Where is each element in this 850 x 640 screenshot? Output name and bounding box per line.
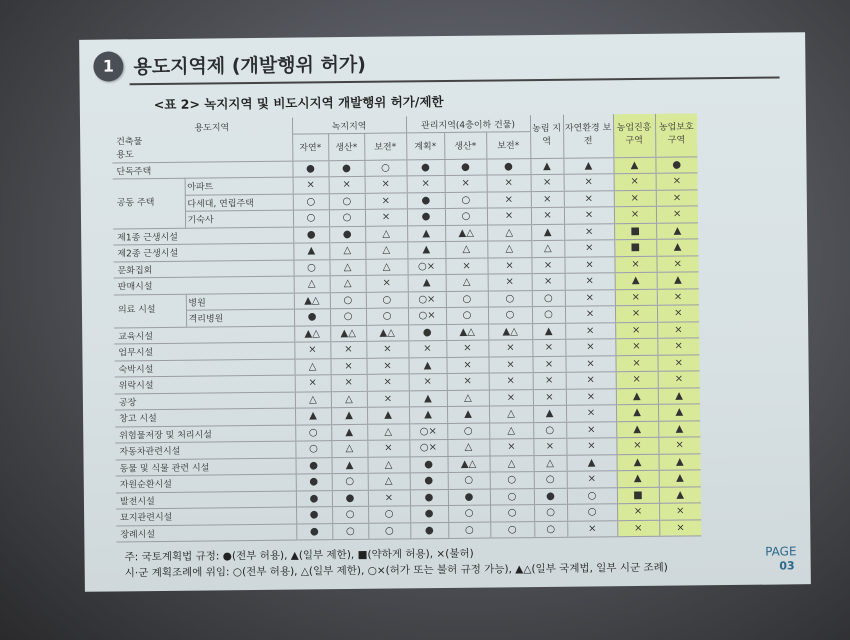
permit-symbol-cell: ▲ [616, 454, 658, 471]
permit-symbol-cell: ▲ [658, 420, 700, 437]
header-green-zone: 녹지지역 [292, 116, 406, 134]
permit-symbol-cell: × [656, 173, 698, 190]
permit-symbol-cell: × [366, 275, 408, 292]
permit-symbol-cell: × [617, 520, 659, 537]
permit-symbol-cell: × [368, 489, 410, 506]
permit-symbol-cell: △ [329, 259, 365, 276]
header-sub-production-mgmt: 생산* [444, 132, 486, 159]
permit-symbol-cell: × [657, 338, 699, 355]
permit-symbol-cell: △ [445, 241, 487, 258]
permit-symbol-cell: × [659, 503, 701, 520]
permit-symbol-cell: ▲△ [488, 323, 532, 340]
permit-symbol-cell: ▲ [407, 241, 445, 258]
permit-symbol-cell: ▲ [295, 408, 331, 425]
slide-title: 용도지역제 (개발행위 허가) [133, 53, 367, 79]
permit-symbol-cell: ○ [293, 193, 329, 210]
permit-symbol-cell: ● [328, 160, 364, 177]
permit-symbol-cell: × [614, 206, 656, 223]
permit-symbol-cell: × [614, 190, 656, 207]
permit-symbol-cell: × [656, 189, 698, 206]
permit-symbol-cell: × [531, 257, 564, 274]
permit-symbol-cell: × [657, 288, 699, 305]
permit-symbol-cell: ● [407, 208, 445, 225]
permit-symbol-cell: × [565, 306, 615, 323]
permit-symbol-cell: △ [487, 241, 531, 258]
permit-symbol-cell: ○ [332, 473, 368, 490]
permit-symbol-cell: × [367, 374, 409, 391]
permit-symbol-cell: ○ [534, 471, 567, 488]
permit-symbol-cell: × [532, 356, 565, 373]
permit-symbol-cell: ● [329, 226, 365, 243]
permit-symbol-cell: ○ [329, 209, 365, 226]
header-building-label: 건축물 [116, 136, 143, 147]
permit-symbol-cell: × [367, 390, 409, 407]
row-group-label: 공동 주택 [113, 178, 186, 228]
permit-symbol-cell: ○ [448, 472, 490, 489]
permit-symbol-cell: ● [296, 490, 332, 507]
permit-symbol-cell: ○ [330, 308, 366, 325]
permit-symbol-cell: × [489, 389, 533, 406]
row-label: 위험물저장 및 처리시설 [115, 425, 295, 443]
permit-symbol-cell: × [564, 207, 614, 224]
permit-symbol-cell: ○× [409, 439, 447, 456]
permit-symbol-cell: ○ [534, 504, 567, 521]
row-sub-label: 다세대, 연립주택 [185, 194, 293, 212]
permit-symbol-cell: × [293, 177, 329, 194]
permit-symbol-cell: ▲△ [330, 325, 366, 342]
permit-symbol-cell: △ [489, 422, 533, 439]
row-label: 교육시설 [114, 326, 294, 344]
permit-symbol-cell: ○ [332, 523, 368, 540]
permit-symbol-cell: ▲ [613, 157, 655, 174]
table-caption: <표 2> 녹지지역 및 비도시지역 개발행위 허가/제한 [153, 94, 444, 113]
row-label: 공장 [115, 392, 295, 410]
permit-symbol-cell: ● [410, 489, 448, 506]
permit-symbol-cell: × [329, 176, 365, 193]
permit-symbol-cell: ▲△ [446, 324, 488, 341]
permit-symbol-cell: ○ [490, 472, 534, 489]
permit-symbol-cell: △ [446, 274, 488, 291]
row-label: 동물 및 식물 관련 시설 [116, 458, 296, 476]
permit-symbol-cell: × [565, 322, 615, 339]
permit-symbol-cell: ▲ [409, 390, 447, 407]
row-label: 업무시설 [114, 342, 294, 360]
permit-symbol-cell: × [407, 175, 445, 192]
permit-symbol-cell: ▲ [367, 407, 409, 424]
permit-symbol-cell: ▲ [659, 470, 701, 487]
permit-symbol-cell: × [533, 389, 566, 406]
permit-symbol-cell: △ [368, 473, 410, 490]
permit-symbol-cell: ○× [408, 291, 446, 308]
permit-symbol-cell: × [615, 338, 657, 355]
header-sub-natural: 자연* [292, 134, 328, 161]
presentation-slide [79, 32, 811, 592]
permit-symbol-cell: △ [365, 258, 407, 275]
permit-symbol-cell: × [487, 175, 531, 192]
row-label: 자동차관련시설 [115, 441, 295, 459]
permit-symbol-cell: ● [448, 489, 490, 506]
permit-symbol-cell: ● [410, 505, 448, 522]
permit-symbol-cell: ○ [295, 424, 331, 441]
permit-symbol-cell: ○ [534, 521, 567, 538]
permit-symbol-cell: ▲ [407, 225, 445, 242]
permit-symbol-cell: ▲△ [366, 324, 408, 341]
permit-symbol-cell: × [488, 340, 532, 357]
header-zone-label: 용도지역 [194, 122, 230, 134]
permit-symbol-cell: ▲ [533, 405, 566, 422]
permit-symbol-cell: × [533, 372, 566, 389]
permit-symbol-cell: × [532, 273, 565, 290]
row-label: 발전시설 [116, 491, 296, 509]
permit-symbol-cell: × [659, 519, 701, 536]
permit-symbol-cell: ○ [364, 159, 406, 176]
row-label: 위락시설 [115, 375, 295, 393]
permit-symbol-cell: ○ [488, 307, 532, 324]
header-management-zone: 관리지역(4층이하 건물) [406, 115, 530, 133]
permit-symbol-cell: ● [296, 507, 332, 524]
permit-symbol-cell: ▲ [658, 404, 700, 421]
permit-symbol-cell: ▲ [616, 404, 658, 421]
row-label: 문화집회 [113, 260, 293, 278]
permit-symbol-cell: ○× [407, 258, 445, 275]
permit-symbol-cell: × [331, 374, 367, 391]
permit-symbol-cell: ○ [445, 208, 487, 225]
permit-symbol-cell: × [366, 357, 408, 374]
permit-symbol-cell: ○ [447, 423, 489, 440]
permit-symbol-cell: ● [410, 456, 448, 473]
permit-symbol-cell: × [565, 339, 615, 356]
permit-symbol-cell: × [365, 192, 407, 209]
row-label: 숙박시설 [114, 359, 294, 377]
permit-symbol-cell: × [445, 175, 487, 192]
permit-symbol-cell: × [658, 371, 700, 388]
permit-symbol-cell: × [294, 342, 330, 359]
permit-symbol-cell: △ [367, 423, 409, 440]
permit-symbol-cell: × [531, 191, 564, 208]
permit-symbol-cell: ○ [532, 306, 565, 323]
permit-symbol-cell: ▲ [658, 453, 700, 470]
permit-symbol-cell: ○× [408, 307, 446, 324]
permit-symbol-cell: × [531, 174, 564, 191]
permit-symbol-cell: △ [365, 225, 407, 242]
permit-symbol-cell: △ [331, 391, 367, 408]
permit-symbol-cell: ○ [532, 290, 565, 307]
page-number: 03 [779, 559, 795, 573]
header-agri-promotion: 농업진흥 구역 [613, 114, 655, 157]
permit-symbol-cell: × [567, 520, 617, 537]
row-label: 단독주택 [112, 161, 292, 179]
permit-symbol-cell: ▲ [615, 272, 657, 289]
permit-symbol-cell: △ [330, 275, 366, 292]
permit-symbol-cell: ● [410, 522, 448, 539]
permit-symbol-cell: × [445, 258, 487, 275]
permit-symbol-cell: × [533, 438, 566, 455]
permit-symbol-cell: × [532, 339, 565, 356]
permit-symbol-cell: ■ [614, 239, 656, 256]
permit-symbol-cell: △ [329, 242, 365, 259]
permit-symbol-cell: × [565, 273, 615, 290]
permit-symbol-cell: × [566, 438, 616, 455]
permit-symbol-cell: ▲△ [294, 292, 330, 309]
legend-note-national: 주: 국토계획법 규정: ●(전부 허용), ▲(일부 제한), ■(약하게 허용), ×(불허) [124, 547, 474, 564]
permit-symbol-cell: ● [407, 192, 445, 209]
permit-symbol-cell: ● [296, 523, 332, 540]
permit-symbol-cell: × [487, 257, 531, 274]
permit-symbol-cell: ▲ [617, 470, 659, 487]
permit-symbol-cell: ▲ [659, 486, 701, 503]
row-label: 제1종 근생시설 [113, 227, 293, 245]
header-sub-conservation: 보전* [364, 133, 406, 160]
permit-symbol-cell: ▲ [563, 157, 613, 174]
permit-symbol-cell: × [566, 421, 616, 438]
permit-symbol-cell: ● [406, 159, 444, 176]
permit-symbol-cell: ▲ [332, 457, 368, 474]
permit-symbol-cell: × [330, 341, 366, 358]
permit-symbol-cell: ○ [366, 291, 408, 308]
permit-symbol-cell: ▲ [531, 224, 564, 241]
permit-symbol-cell: × [408, 340, 446, 357]
header-nature-preservation: 자연환경 보전 [563, 114, 613, 158]
permit-symbol-cell: ▲ [658, 387, 700, 404]
row-label: 판매시설 [114, 276, 294, 294]
permit-symbol-cell: × [616, 371, 658, 388]
permit-symbol-cell: × [446, 340, 488, 357]
permit-symbol-cell: ○ [366, 308, 408, 325]
header-building-use [112, 134, 292, 162]
permit-symbol-cell: ▲ [409, 406, 447, 423]
permit-symbol-cell: △ [447, 439, 489, 456]
permit-symbol-cell: × [564, 190, 614, 207]
row-label: 장례시설 [116, 524, 296, 542]
permit-symbol-cell: ○ [490, 521, 534, 538]
permit-symbol-cell: ▲ [567, 454, 617, 471]
permit-symbol-cell: ▲△ [294, 325, 330, 342]
permit-symbol-cell: × [615, 355, 657, 372]
permit-symbol-cell: × [657, 354, 699, 371]
permit-symbol-cell: ○ [490, 505, 534, 522]
permit-symbol-cell: ■ [617, 487, 659, 504]
permit-symbol-cell: ▲ [408, 357, 446, 374]
permit-symbol-cell: × [487, 191, 531, 208]
permit-symbol-cell: × [489, 373, 533, 390]
permit-symbol-cell: ▲ [331, 407, 367, 424]
permit-symbol-cell: × [615, 289, 657, 306]
permit-symbol-cell: △ [294, 358, 330, 375]
permit-symbol-cell: × [657, 321, 699, 338]
permit-symbol-cell: × [564, 240, 614, 257]
development-permit-table [112, 113, 701, 542]
permit-symbol-cell: ● [486, 158, 530, 175]
permit-symbol-cell: ● [534, 488, 567, 505]
permit-symbol-cell: ○ [293, 210, 329, 227]
permit-symbol-cell: × [615, 322, 657, 339]
permit-symbol-cell: ○ [448, 505, 490, 522]
row-sub-label: 기숙사 [185, 210, 293, 228]
permit-symbol-cell: × [657, 305, 699, 322]
permit-symbol-cell: × [564, 223, 614, 240]
permit-symbol-cell: ▲ [331, 424, 367, 441]
permit-symbol-cell: × [487, 208, 531, 225]
permit-symbol-cell: ○ [368, 506, 410, 523]
permit-symbol-cell: ○ [329, 193, 365, 210]
permit-symbol-cell: × [615, 305, 657, 322]
permit-symbol-cell: ○ [448, 522, 490, 539]
permit-symbol-cell: × [567, 471, 617, 488]
permit-symbol-cell: ○ [446, 291, 488, 308]
permit-symbol-cell: × [616, 437, 658, 454]
permit-symbol-cell: ▲ [447, 406, 489, 423]
permit-symbol-cell: ▲ [532, 323, 565, 340]
permit-symbol-cell: × [566, 372, 616, 389]
permit-symbol-cell: × [614, 173, 656, 190]
permit-symbol-cell: ▲ [530, 158, 563, 175]
header-sub-planned: 계획* [406, 132, 444, 159]
permit-symbol-cell: △ [447, 390, 489, 407]
permit-symbol-cell: ▲ [657, 272, 699, 289]
permit-symbol-cell: ● [444, 159, 486, 176]
permit-symbol-cell: × [614, 256, 656, 273]
permit-symbol-cell: × [564, 174, 614, 191]
permit-symbol-cell: ▲△ [448, 456, 490, 473]
header-agri-forest: 농림 지역 [530, 115, 563, 158]
permit-symbol-cell: ▲ [408, 274, 446, 291]
permit-symbol-cell: × [365, 209, 407, 226]
permit-symbol-cell: × [488, 356, 532, 373]
permit-symbol-cell: × [488, 274, 532, 291]
permit-symbol-cell: ● [410, 472, 448, 489]
permit-symbol-cell: △ [331, 440, 367, 457]
section-number-badge: 1 [93, 51, 123, 81]
permit-symbol-cell: × [330, 358, 366, 375]
permit-symbol-cell: ○ [368, 522, 410, 539]
permit-symbol-cell: × [566, 405, 616, 422]
permit-symbol-cell: ▲ [616, 421, 658, 438]
legend-note-municipal: 시·군 계획조례에 위임: ○(전부 허용), △(일부 제한), ○×(허가 또는 불허 규정 가능), ▲△(일부 국계법, 일부 시군 조례) [124, 561, 668, 580]
row-label: 자원순환시설 [116, 474, 296, 492]
permit-symbol-cell: ▲△ [445, 225, 487, 242]
permit-symbol-cell: × [566, 388, 616, 405]
permit-symbol-cell: × [531, 207, 564, 224]
permit-symbol-cell: × [446, 357, 488, 374]
permit-symbol-cell: × [366, 341, 408, 358]
permit-symbol-cell: ○ [295, 441, 331, 458]
permit-symbol-cell: ● [332, 490, 368, 507]
permit-symbol-cell: × [295, 375, 331, 392]
header-sub-conservation-mgmt: 보전* [486, 132, 530, 159]
permit-symbol-cell: △ [368, 456, 410, 473]
permit-symbol-cell: ● [293, 226, 329, 243]
permit-symbol-cell: ○ [446, 307, 488, 324]
row-label: 묘지관련시설 [116, 507, 296, 525]
permit-symbol-cell: ● [296, 474, 332, 491]
table-body [112, 156, 701, 542]
permit-symbol-cell: × [656, 206, 698, 223]
permit-symbol-cell: × [617, 503, 659, 520]
permit-symbol-cell: × [489, 439, 533, 456]
permit-symbol-cell: △ [534, 455, 567, 472]
row-label: 제2종 근생시설 [113, 243, 293, 261]
permit-symbol-cell: ▲ [616, 388, 658, 405]
permit-symbol-cell: ○ [533, 422, 566, 439]
permit-symbol-cell: △ [531, 240, 564, 257]
permit-symbol-cell: × [564, 256, 614, 273]
permit-symbol-cell: ○ [567, 487, 617, 504]
permit-symbol-cell: × [565, 289, 615, 306]
permit-symbol-cell: ○ [330, 292, 366, 309]
permit-symbol-cell: ○× [409, 423, 447, 440]
permit-symbol-cell: ○ [490, 488, 534, 505]
permit-symbol-cell: × [447, 373, 489, 390]
permit-symbol-cell: ● [296, 457, 332, 474]
permit-symbol-cell: ○ [488, 290, 532, 307]
page-label: PAGE [765, 544, 797, 559]
permit-symbol-cell: △ [295, 391, 331, 408]
permit-symbol-cell: ▲ [656, 239, 698, 256]
permit-symbol-cell: × [565, 355, 615, 372]
permit-symbol-cell: △ [487, 224, 531, 241]
permit-symbol-cell: × [367, 440, 409, 457]
permit-symbol-cell: ● [292, 160, 328, 177]
header-agri-protection: 농업보호 구역 [655, 113, 697, 156]
permit-symbol-cell: △ [365, 242, 407, 259]
permit-symbol-cell: × [656, 255, 698, 272]
row-sub-label: 아파트 [185, 177, 293, 195]
permit-symbol-cell: △ [294, 276, 330, 293]
permit-symbol-cell: ● [294, 309, 330, 326]
row-sub-label: 격리병원 [186, 309, 294, 327]
permit-symbol-cell: ○ [567, 504, 617, 521]
permit-symbol-cell: ○ [445, 192, 487, 209]
row-label: 창고 시설 [115, 408, 295, 426]
permit-symbol-cell: ○ [293, 259, 329, 276]
permit-symbol-cell: ● [408, 324, 446, 341]
permit-symbol-cell: × [365, 176, 407, 193]
permit-symbol-cell: ■ [614, 223, 656, 240]
permit-symbol-cell: × [658, 437, 700, 454]
permit-symbol-cell: △ [490, 455, 534, 472]
permit-symbol-cell: × [409, 373, 447, 390]
permit-symbol-cell: △ [489, 406, 533, 423]
permit-symbol-cell: ▲ [293, 243, 329, 260]
permit-symbol-cell: ▲ [656, 222, 698, 239]
header-use-label: 용도 [116, 149, 134, 160]
row-sub-label: 병원 [186, 293, 294, 311]
permit-symbol-cell: ○ [332, 506, 368, 523]
row-group-label: 의료 시설 [114, 294, 186, 328]
header-sub-production: 생산* [328, 133, 364, 160]
permit-symbol-cell: ● [655, 156, 697, 173]
